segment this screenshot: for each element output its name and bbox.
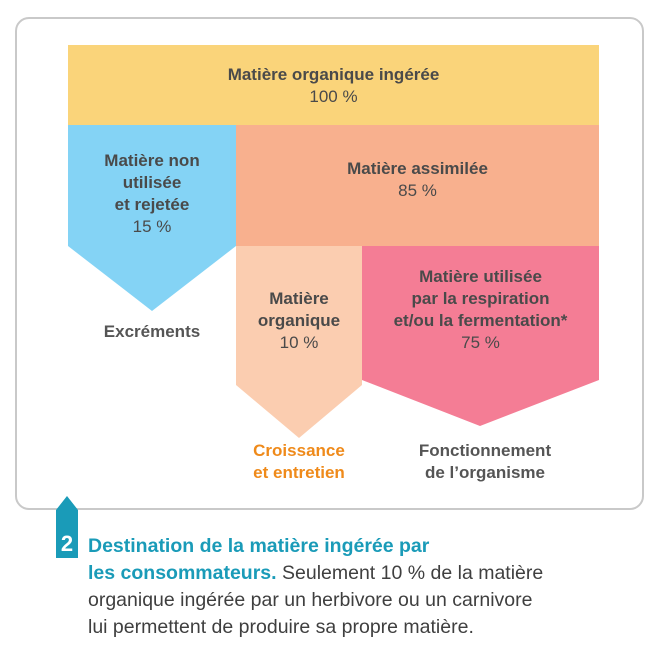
ingested-title: Matière organique ingérée xyxy=(227,65,440,84)
caption-body-part3: lui permettent de produire sa propre matière. xyxy=(88,616,474,638)
organic-line1: Matière xyxy=(269,289,329,308)
rejected-line3: et rejetée xyxy=(114,195,190,214)
caption-title-line2: les consommateurs. xyxy=(88,562,277,584)
assimilated-value: 85 % xyxy=(398,181,437,200)
organic-label xyxy=(236,288,362,354)
rejected-label xyxy=(68,150,236,238)
growth-line2: et entretien xyxy=(253,463,345,482)
respiration-line3: et/ou la fermentation* xyxy=(393,311,568,330)
assimilated-title: Matière assimilée xyxy=(347,159,488,178)
organic-line2: organique xyxy=(257,311,341,330)
figure-number: 2 xyxy=(60,531,74,556)
functioning-label xyxy=(390,440,580,484)
respiration-label xyxy=(362,266,599,354)
respiration-line1: Matière utilisée xyxy=(419,267,542,286)
growth-line1: Croissance xyxy=(253,441,345,460)
figure-caption xyxy=(88,533,648,641)
caption-body-part2: organique ingérée par un herbivore ou un carnivore xyxy=(88,589,533,611)
caption-body-part1: Seulement 10 % de la matière xyxy=(276,562,544,584)
organic-value: 10 % xyxy=(279,333,319,352)
rejected-value: 15 % xyxy=(132,217,172,236)
ingested-label xyxy=(68,64,599,108)
growth-label xyxy=(236,440,362,484)
assimilated-label xyxy=(236,158,599,202)
respiration-line2: par la respiration xyxy=(411,289,550,308)
excrements-label: Excréments xyxy=(103,322,201,341)
functioning-line2: de l’organisme xyxy=(425,463,545,482)
respiration-value: 75 % xyxy=(461,333,500,352)
rejected-line1: Matière non xyxy=(104,151,200,170)
rejected-line2: utilisée xyxy=(122,173,182,192)
caption-title-line1: Destination de la matière ingérée par xyxy=(88,535,430,557)
functioning-line1: Fonctionnement xyxy=(418,441,552,460)
ingested-value: 100 % xyxy=(309,87,358,106)
